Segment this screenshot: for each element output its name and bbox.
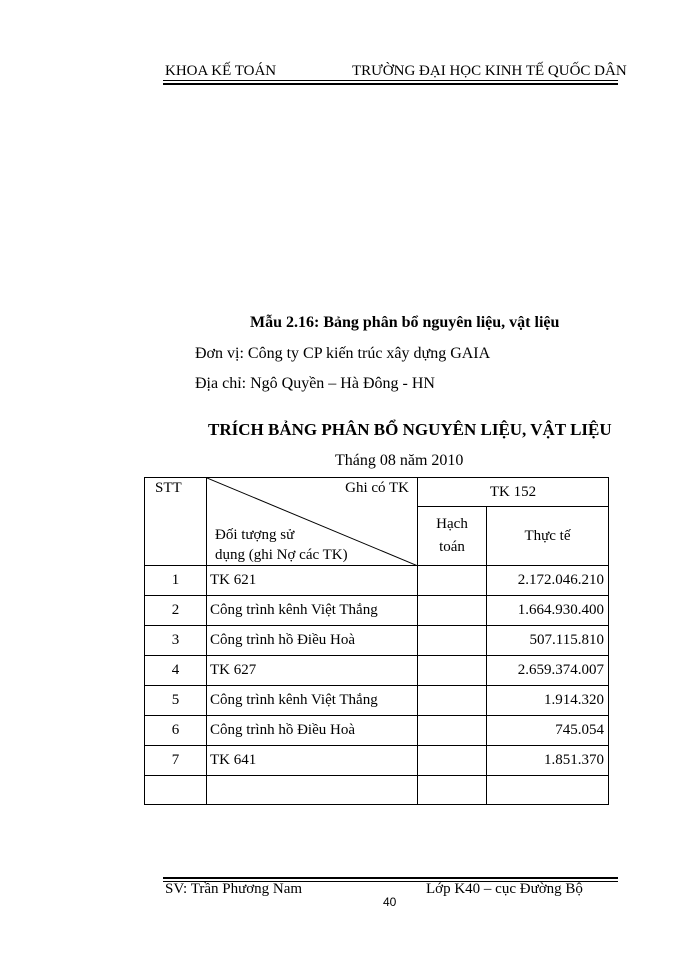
header-ghi-co: Ghi có TK (345, 480, 409, 496)
header-hach-toan (418, 507, 487, 566)
footer-right: Lớp K40 – cục Đường Bộ (426, 881, 583, 897)
cell-thuc-te: 1.851.370 (487, 746, 609, 776)
table-row (145, 596, 609, 626)
cell-stt: 5 (145, 686, 207, 716)
cell-stt-empty (145, 776, 207, 805)
table-row (145, 746, 609, 776)
footer-rule-thick (163, 877, 618, 879)
cell-hach-toan (418, 596, 487, 626)
table-row (145, 686, 609, 716)
table-row (145, 566, 609, 596)
cell-thuc-te: 1.914.320 (487, 686, 609, 716)
cell-object: Công trình hồ Điều Hoà (207, 716, 418, 746)
cell-object: Công trình hồ Điều Hoà (207, 626, 418, 656)
cell-hach-toan (418, 716, 487, 746)
cell-thuc-te-empty (487, 776, 609, 805)
cell-hach-toan (418, 746, 487, 776)
header-rule-thick (163, 83, 618, 85)
cell-stt: 6 (145, 716, 207, 746)
header-stt: STT (145, 478, 207, 566)
table-title: TRÍCH BẢNG PHÂN BỔ NGUYÊN LIỆU, VẬT LIỆU (208, 420, 612, 439)
cell-thuc-te: 507.115.810 (487, 626, 609, 656)
address-line: Địa chỉ: Ngô Quyền – Hà Đông - HN (195, 375, 435, 392)
cell-thuc-te: 2.659.374.007 (487, 656, 609, 686)
cell-stt: 3 (145, 626, 207, 656)
table-row (145, 716, 609, 746)
cell-stt: 2 (145, 596, 207, 626)
allocation-table (144, 477, 609, 805)
cell-stt: 4 (145, 656, 207, 686)
cell-stt: 7 (145, 746, 207, 776)
cell-hach-toan-empty (418, 776, 487, 805)
cell-object: Công trình kênh Việt Thắng (207, 596, 418, 626)
cell-object: TK 621 (207, 566, 418, 596)
cell-object: TK 641 (207, 746, 418, 776)
cell-object: Công trình kênh Việt Thắng (207, 686, 418, 716)
header-hach-toan-1: Hạch (436, 516, 468, 532)
header-doi-tuong-1: Đối tượng sử (215, 527, 295, 543)
table-row-empty (145, 776, 609, 805)
header-tk152: TK 152 (418, 478, 609, 507)
table-row (145, 626, 609, 656)
unit-line: Đơn vị: Công ty CP kiến trúc xây dựng GAIA (195, 345, 491, 362)
header-right: TRƯỜNG ĐẠI HỌC KINH TẾ QUỐC DÂN (352, 63, 627, 79)
table-row (145, 656, 609, 686)
page-number: 40 (383, 895, 397, 909)
cell-thuc-te: 745.054 (487, 716, 609, 746)
cell-thuc-te: 2.172.046.210 (487, 566, 609, 596)
header-diagonal-cell (207, 478, 418, 566)
cell-hach-toan (418, 626, 487, 656)
month-line: Tháng 08 năm 2010 (335, 452, 464, 469)
cell-hach-toan (418, 656, 487, 686)
cell-hach-toan (418, 566, 487, 596)
cell-hach-toan (418, 686, 487, 716)
header-hach-toan-2: toán (439, 539, 465, 555)
cell-object: TK 627 (207, 656, 418, 686)
header-doi-tuong-2: dụng (ghi Nợ các TK) (215, 547, 348, 563)
form-title: Mẫu 2.16: Bảng phân bổ nguyên liệu, vật liệu (250, 314, 560, 331)
cell-thuc-te: 1.664.930.400 (487, 596, 609, 626)
header-left: KHOA KẾ TOÁN (165, 63, 277, 79)
cell-stt: 1 (145, 566, 207, 596)
header-rule-thin (163, 80, 618, 81)
footer-left: SV: Trần Phương Nam (165, 881, 303, 897)
header-thuc-te: Thực tế (487, 507, 609, 566)
cell-object-empty (207, 776, 418, 805)
